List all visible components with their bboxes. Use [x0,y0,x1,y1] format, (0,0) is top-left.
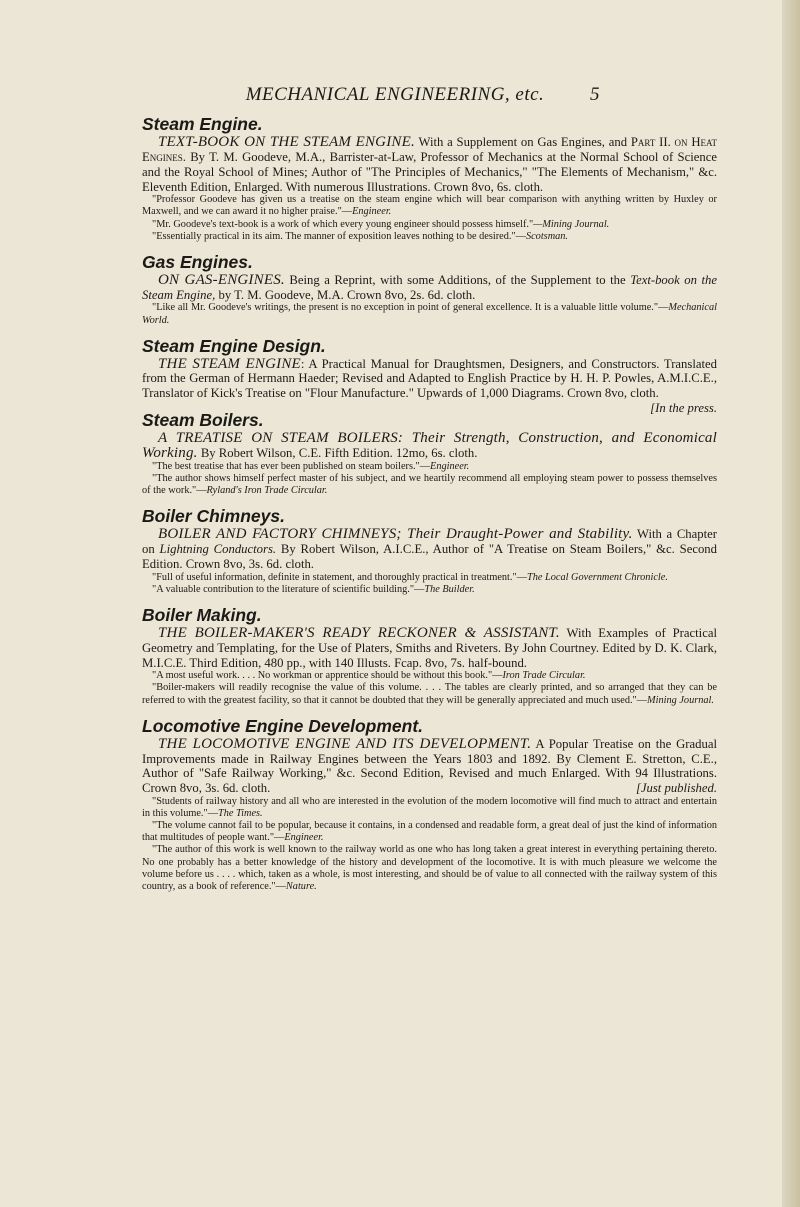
book-title: A TREATISE ON STEAM BOILERS: Their Strength, Construction, and Economical Working. [142,430,717,461]
review-quote: "The author shows himself perfect master of his subject, and we heartily recommend all employing steam power to possess themselves of the work."—Ryland's Iron Trade Circular. [142,472,717,497]
book-title: BOILER AND FACTORY CHIMNEYS; Their Draught-Power and Stability. [158,526,633,543]
entry-steam-engine-design [142,335,717,416]
review-quote: "Professor Goodeve has given us a treatise on the steam engine which will bear comparison with anything written by Huxley or Maxwell, and we can award it no higher praise."—Engineer. [142,194,717,218]
review-quote: "A most useful work. . . . No workman or apprentice should be without this book."—Iron Trade Circular. [152,670,586,682]
entry-locomotive-development [142,716,717,893]
press-note: [Just published. [635,781,717,796]
entry-heading: Gas Engines. [142,251,253,272]
review-source: Nature. [285,880,317,892]
book-title: THE STEAM ENGINE [158,355,301,372]
review-source: Mechanical World. [142,302,717,326]
review-source: Scotsman. [525,230,568,242]
book-title: ON GAS-ENGINES. [158,271,285,288]
press-note: [In the press. [650,401,717,416]
review-source: The Builder. [424,583,475,595]
entry-boiler-making [142,605,717,707]
entry-steam-boilers [142,410,717,497]
review-quote: "Full of useful information, definite in statement, and thoroughly practical in treatment."—The Local Government Chronicle. [152,571,668,583]
entry-steam-engine [142,114,717,243]
review-source: —Mining Journal. [533,218,610,230]
entry-boiler-chimneys [142,506,717,596]
entry-description: THE STEAM ENGINE: A Practical Manual for Draughtsmen, Designers, and Constructors. Translated from the German of Hermann Haeder; Revised and Adapted to English Practice by H. H. P. Powles, A.M.I.C.E., Translator of Kick's Treatise on "Flour Manufacture." Upwards of 1,000 Diagrams. Crown 8vo, cloth. [In the press. [142,355,717,416]
running-head: MECHANICAL ENGINEERING, etc. [245,84,545,105]
entry-heading: Locomotive Engine Development. [142,715,424,736]
review-source: Ryland's Iron Trade Circular. [206,485,328,497]
entry-description: TEXT-BOOK ON THE STEAM ENGINE. With a Supplement on Gas Engines, and Part II. on Heat Engines. By T. M. Goodeve, M.A., Barrister-at-Law, Professor of Mechanics at the Normal School of Science and the Royal School of Mines; Author of "The Principles of Mechanics," "The Elements of Mechanism," &c. Eleventh Edition, Enlarged. With numerous Illustrations. Crown 8vo, 6s. cloth. [142,134,717,194]
review-quote: "The volume cannot fail to be popular, because it contains, in a condensed and readable form, a great deal of just the kind of information that multitudes of people want."—Engineer. [142,820,717,844]
book-title: THE LOCOMOTIVE ENGINE AND ITS DEVELOPMENT. [158,735,532,752]
entry-heading: Boiler Making. [142,604,262,625]
review-source: Engineer. [430,460,470,472]
review-quote: "Students of railway history and all who are interested in the evolution of the modern locomotive will find much to attract and entertain in this volume."—The Times. [142,796,717,820]
entry-description: A TREATISE ON STEAM BOILERS: Their Strength, Construction, and Economical Working. By Robert Wilson, C.E. Fifth Edition. 12mo, 6s. cloth. [142,430,717,461]
entry-gas-engines [142,252,717,327]
review-source: Engineer. [284,832,324,844]
review-quote: "The author of this work is well known to the railway world as one who has long taken a great interest in everything pertaining thereto. No one probably has a better knowledge of the history and development of the locomotive. It is with much pleasure we welcome the volume before us . . . . which, taken as a whole, is most interesting, and should be of value to all connected with the railway system of this country, as a book of reference."—Nature. [142,844,717,892]
review-quote: "A valuable contribution to the literature of scientific building."—The Builder. [152,583,475,595]
book-title: THE BOILER-MAKER'S READY RECKONER & ASSISTANT. [158,624,560,641]
entry-heading: Steam Engine Design. [142,335,326,356]
review-source: Iron Trade Circular. [502,670,586,682]
page-number: 5 [590,84,600,105]
entry-heading: Boiler Chimneys. [142,506,285,527]
review-quote: "Boiler-makers will readily recognise the value of this volume. . . . The tables are clearly printed, and so arranged that they can be referred to with the greatest facility, so that it cannot be doubted that they will be generally appreciated and much used."—Mining Journal. [142,682,717,706]
catalogue-listing [142,114,717,893]
review-source: The Local Government Chronicle. [527,571,668,583]
entry-description: BOILER AND FACTORY CHIMNEYS; Their Draught-Power and Stability. With a Chapter on Lightning Conductors. By Robert Wilson, A.I.C.E., Author of "A Treatise on Steam Boilers," &c. Second Edition. Crown 8vo, 3s. 6d. cloth. [142,526,717,571]
review-source: Mining Journal. [647,694,714,706]
book-title: TEXT-BOOK ON THE STEAM ENGINE. [158,134,415,150]
review-quote: "Like all Mr. Goodeve's writings, the present is no exception in point of general excellence. It is a valuable little volume."—Mechanical World. [142,302,717,326]
review-source: Engineer. [352,206,392,218]
review-source: The Times. [218,808,263,820]
entry-heading: Steam Engine. [142,114,263,134]
review-quote: "Mr. Goodeve's text-book is a work of which every young engineer should possess himself."—Mining Journal. [152,218,610,230]
entry-description: THE BOILER-MAKER'S READY RECKONER & ASSISTANT. With Examples of Practical Geometry and Templating, for the Use of Platers, Smiths and Riveters. By John Courtney. Edited by D. K. Clark, M.I.C.E. Third Edition, 480 pp., with 140 Illusts. Fcap. 8vo, 7s. half-bound. [142,624,717,670]
entry-description: ON GAS-ENGINES. Being a Reprint, with some Additions, of the Supplement to the Text-book on the Steam Engine, by T. M. Goodeve, M.A. Crown 8vo, 2s. 6d. cloth. [142,271,717,302]
review-quote: "Essentially practical in its aim. The manner of exposition leaves nothing to be desired."—Scotsman. [152,230,568,242]
entry-heading: Steam Boilers. [142,410,264,431]
entry-description: THE LOCOMOTIVE ENGINE AND ITS DEVELOPMENT. A Popular Treatise on the Gradual Improvements made in Railway Engines between the Years 1803 and 1892. By Clement E. Stretton, C.E., Author of "Safe Railway Working," &c. Second Edition, Revised and much Enlarged. With 94 Illustrations. Crown 8vo, 3s. 6d. cloth. [Just published. [142,735,717,796]
page-edge [782,0,800,1207]
review-quote: "The best treatise that has ever been published on steam boilers."—Engineer. [152,460,470,472]
